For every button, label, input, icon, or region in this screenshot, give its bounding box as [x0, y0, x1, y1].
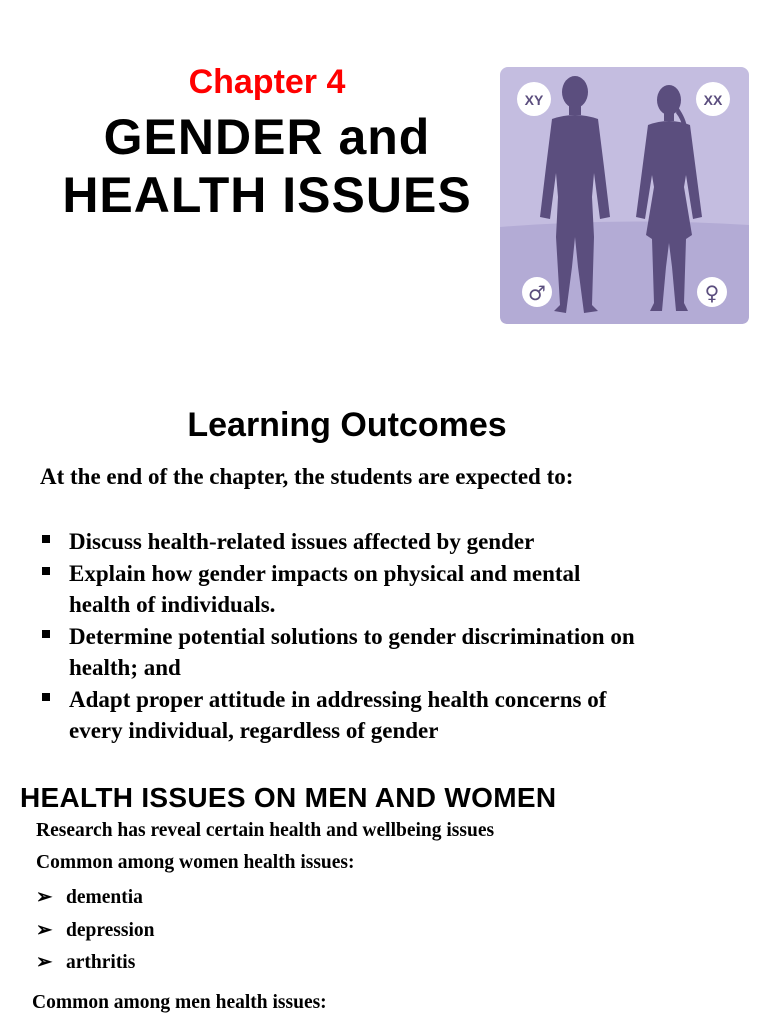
list-item [40, 526, 740, 558]
list-item-line: health; and [69, 655, 181, 680]
page-title [0, 108, 534, 224]
learning-outcomes-intro: At the end of the chapter, the students are expected to: [40, 464, 574, 489]
arrowhead-bullet-icon: ➢ [36, 919, 53, 941]
list-item-line: Adapt proper attitude in addressing health concerns of [69, 686, 607, 712]
learning-outcomes-list [40, 526, 740, 747]
gender-silhouettes-illustration [500, 67, 749, 324]
list-item-line: Discuss health-related issues affected by gender [69, 529, 535, 554]
arrowhead-bullet-icon: ➢ [36, 952, 53, 973]
female-chromosome-badge: XX [703, 92, 723, 108]
male-symbol-icon: ♂ [528, 281, 546, 305]
learning-outcomes-heading: Learning Outcomes [187, 406, 507, 444]
list-item-label: dementia [66, 887, 143, 908]
list-item-line: Determine potential solutions to gender discrimination on [69, 623, 635, 649]
health-issues-heading: HEALTH ISSUES ON MEN AND WOMEN [20, 782, 557, 813]
men-issues-intro: Common among men health issues: [32, 992, 327, 1013]
male-chromosome-badge: XY [524, 92, 544, 108]
list-item [40, 558, 740, 621]
arrowhead-bullet-icon: ➢ [36, 887, 53, 908]
square-bullet-icon [42, 535, 50, 543]
female-symbol-icon: ♀ [704, 281, 720, 305]
list-item [36, 947, 155, 980]
list-item-label: arthritis [66, 952, 136, 973]
title-line-2: HEALTH ISSUES [62, 167, 472, 223]
list-item [40, 684, 740, 747]
list-item [36, 882, 155, 915]
list-item [40, 621, 740, 684]
list-item-line: health of individuals. [69, 592, 276, 617]
research-line: Research has reveal certain health and wellbeing issues [36, 820, 495, 841]
list-item-line: Explain how gender impacts on physical and mental [69, 560, 581, 586]
square-bullet-icon [42, 630, 50, 638]
chapter-label: Chapter 4 [188, 63, 346, 101]
list-item-line: every individual, regardless of gender [69, 718, 439, 743]
women-issues-list [36, 882, 155, 980]
women-issues-intro: Common among women health issues: [36, 852, 355, 873]
square-bullet-icon [42, 693, 50, 701]
list-item [36, 915, 155, 948]
list-item-label: depression [66, 919, 155, 941]
title-line-1: GENDER and [103, 109, 431, 165]
square-bullet-icon [42, 567, 50, 575]
